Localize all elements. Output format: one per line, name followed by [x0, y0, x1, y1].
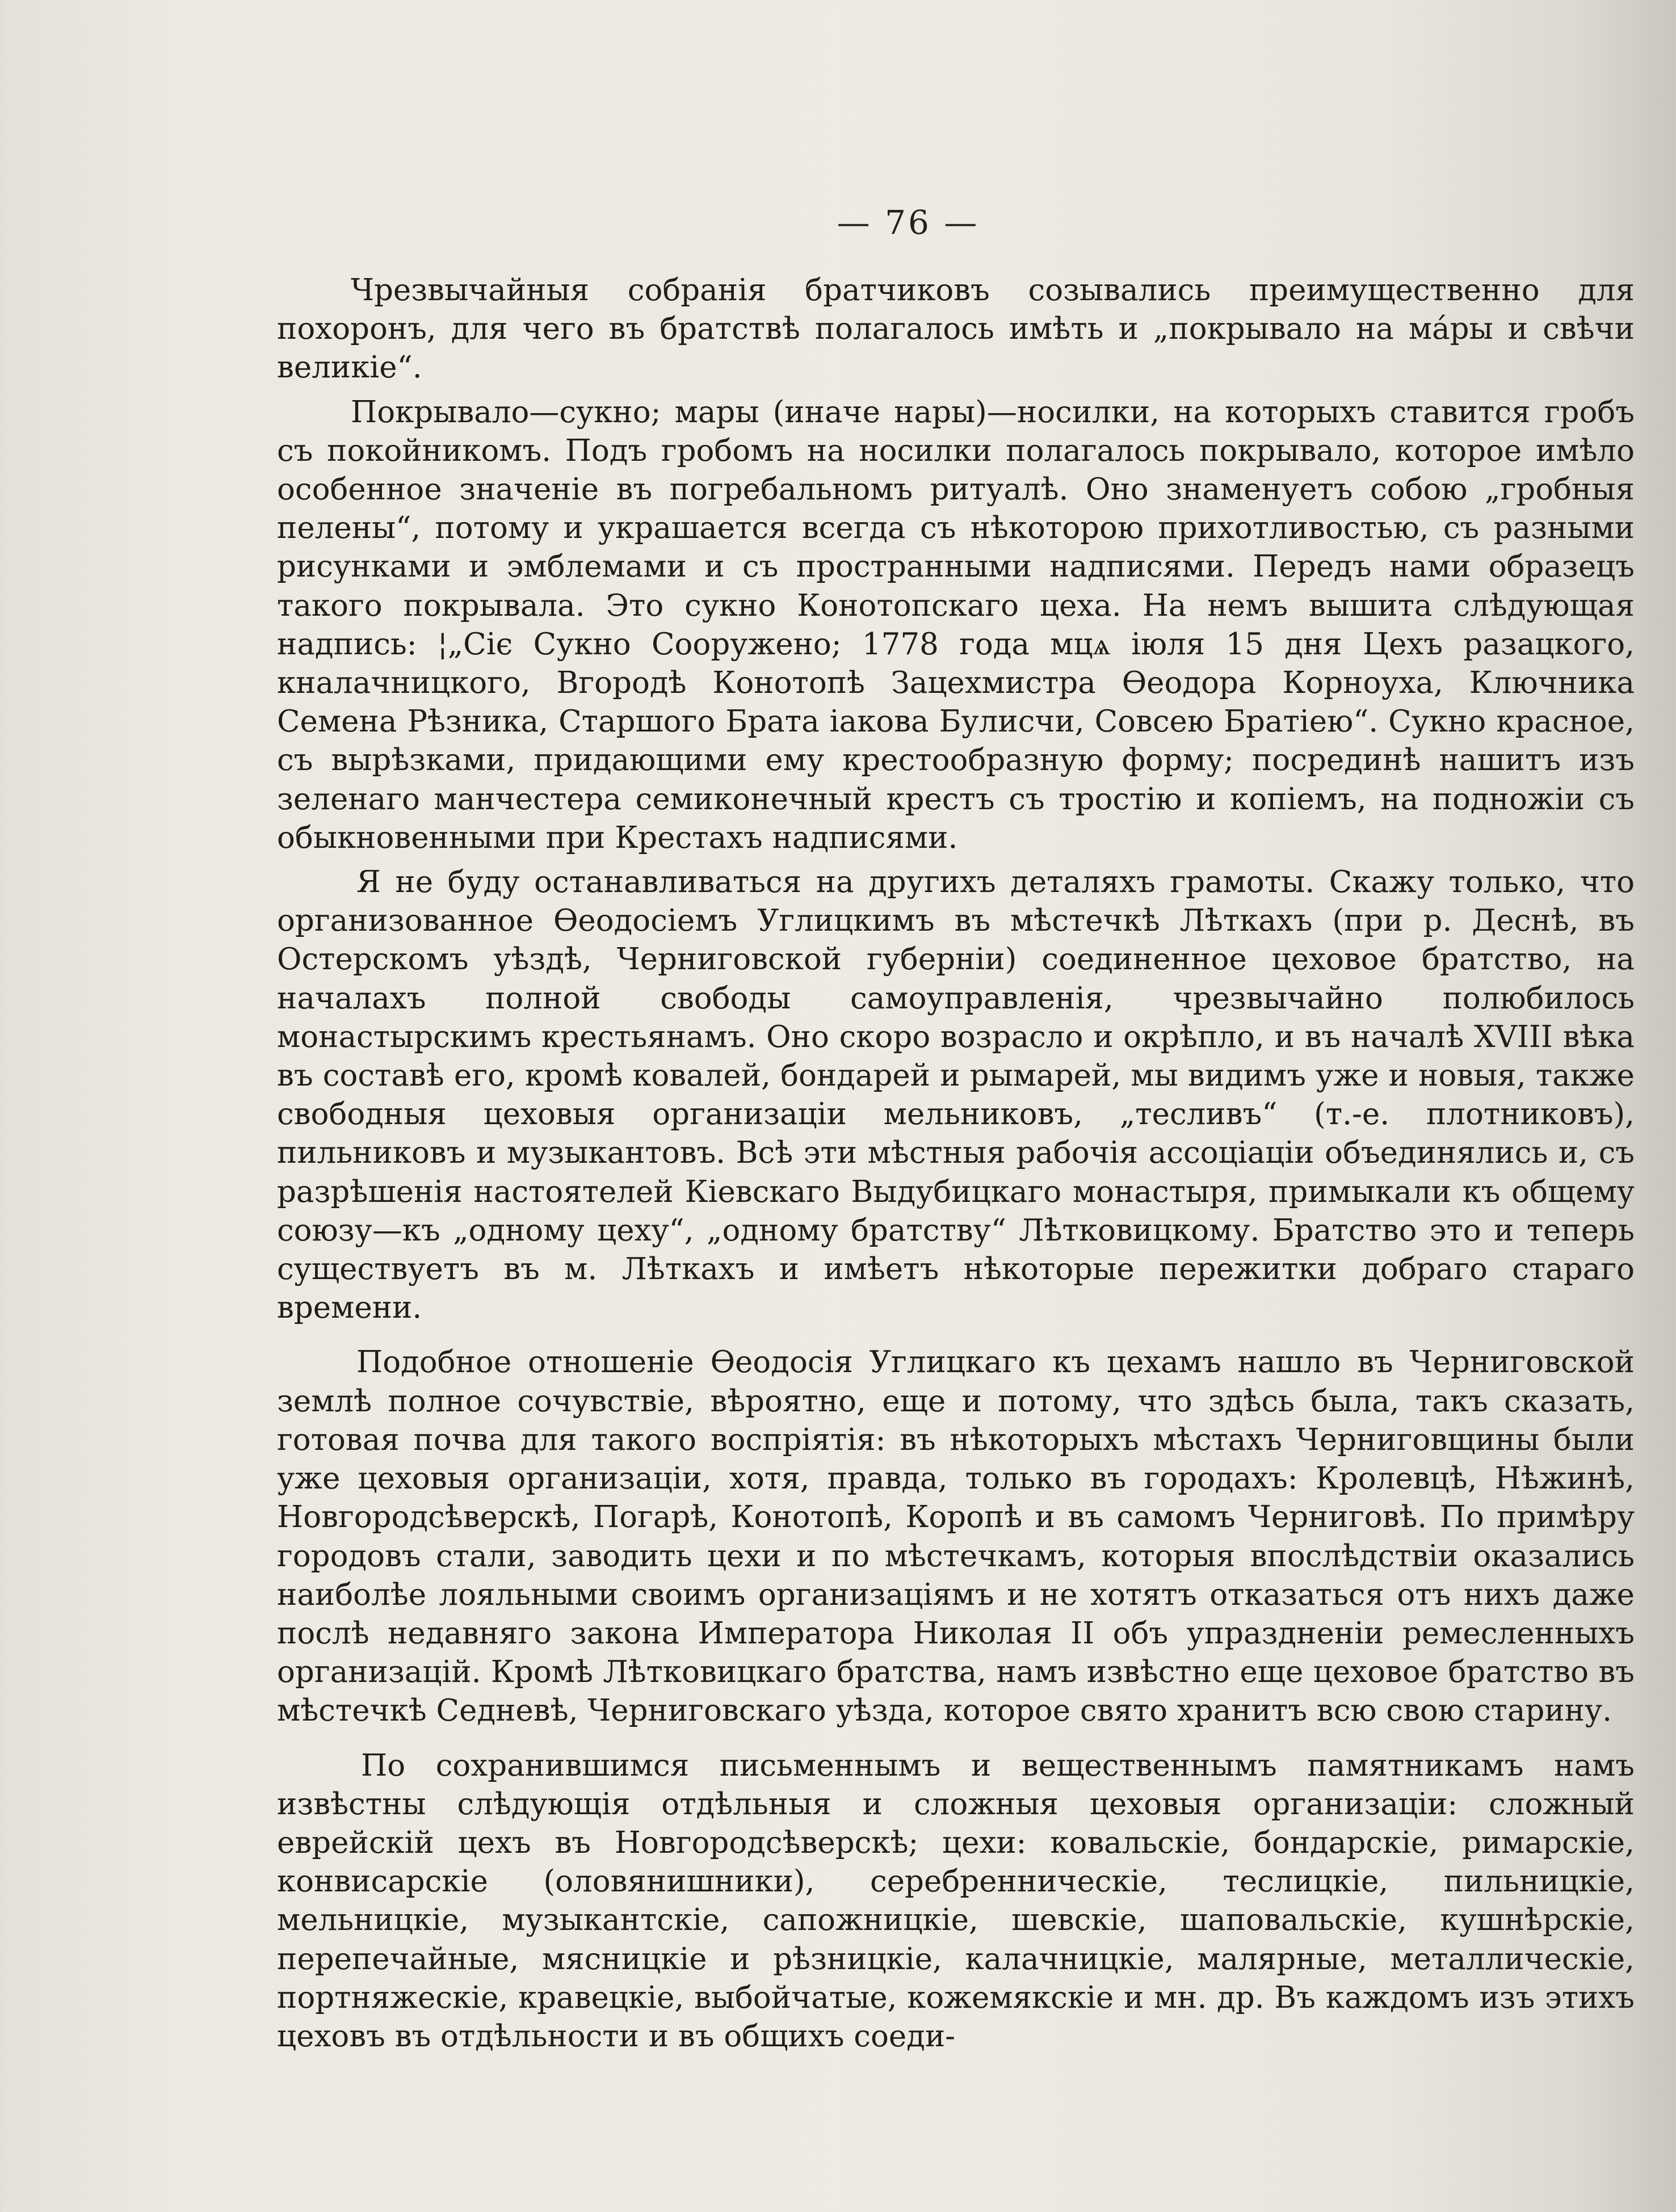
paragraph-2: Покрывало—сукно; мары (иначе нары)—носилки, на которыхъ ставится гробъ съ покойникомъ. Подъ гробомъ на носилки полагалось покрывало, которое имѣло особенное значеніе въ погребальномъ ритуалѣ. Оно знаменуетъ собою „гробныя пелены“, потому и украшается всегда съ нѣкоторою прихотливостью, съ разными рисунками и эмблемами и съ пространными надписями. Передъ нами образецъ такого покрывала. Это сукно Конотопскаго цеха. На немъ вышита слѣдующая надпись: ¦„Сіє Сукно Сооружено; 1778 года мцѧ іюля 15 дня Цехъ разацкого, кналачницкого, Вгородѣ Конотопѣ Зацехмистра Өеодора Корноуха, Ключника Семена Рѣзника, Старшого Брата іакова Булисчи, Совсею Братіею“. Сукно красное, съ вырѣзками, придающими ему крестообразную форму; посрединѣ нашитъ изъ зеленаго манчестера семиконечный крестъ съ тростію и копіемъ, на подножіи съ обыкновенными при Крестахъ надписями.	[277, 394, 1635, 855]
body-text	[277, 271, 1635, 2056]
paragraph-5: По сохранившимся письменнымъ и вещественнымъ памятникамъ намъ извѣстны слѣдующія отдѣльныя и сложныя цеховыя организаціи: сложный еврейскій цехъ въ Новгородсѣверскѣ; цехи: ковальскіе, бондарскіе, римарскіе, конвисарскіе (оловянишники), серебренническіе, теслицкіе, пильницкіе, мельницкіе, музыкантскіе, сапожницкіе, шевскіе, шаповальскіе, кушнѣрскіе, перепечайные, мясницкіе и рѣзницкіе, калачницкіе, малярные, металлическіе, портняжескіе, кравецкіе, выбойчатые, кожемякскіе и мн. др. Въ каждомъ изъ этихъ цеховъ въ отдѣльности и въ общихъ соеди-	[277, 1748, 1635, 2054]
paragraph-1: Чрезвычайныя собранія братчиковъ созывались преимущественно для похоронъ, для чего въ братствѣ полагалось имѣть и „покрывало на мáры и свѣчи великіе“.	[277, 273, 1635, 385]
page-number: — 76 —	[837, 203, 980, 242]
paragraph-3: Я не буду останавливаться на другихъ деталяхъ грамоты. Скажу только, что организованное Өеодосіемъ Углицкимъ въ мѣстечкѣ Лѣткахъ (при р. Деснѣ, въ Остерскомъ уѣздѣ, Черниговской губерніи) соединенное цеховое братство, на началахъ полной свободы самоуправленія, чрезвычайно полюбилось монастырскимъ крестьянамъ. Оно скоро возрасло и окрѣпло, и въ началѣ XVIII вѣка въ составѣ его, кромѣ ковалей, бондарей и рымарей, мы видимъ уже и новыя, также свободныя цеховыя организаціи мельниковъ, „тесливъ“ (т.-е. плотниковъ), пильниковъ и музыкантовъ. Всѣ эти мѣстныя рабочія ассоціаціи объединялись и, съ разрѣшенія настоятелей Кіевскаго Выдубицкаго монастыря, примыкали къ общему союзу—къ „одному цеху“, „одному братству“ Лѣтковицкому. Братство это и теперь существуетъ въ м. Лѣткахъ и имѣетъ нѣкоторые пережитки добраго стараго времени.	[277, 865, 1635, 1326]
paragraph-4: Подобное отношеніе Өеодосія Углицкаго къ цехамъ нашло въ Черниговской землѣ полное сочувствіе, вѣроятно, еще и потому, что здѣсь была, такъ сказать, готовая почва для такого воспріятія: въ нѣкоторыхъ мѣстахъ Черниговщины были уже цеховыя организаціи, хотя, правда, только въ городахъ: Кролевцѣ, Нѣжинѣ, Новгородсѣверскѣ, Погарѣ, Конотопѣ, Коропѣ и въ самомъ Черниговѣ. По примѣру городовъ стали, заводить цехи и по мѣстечкамъ, которыя впослѣдствіи оказались наиболѣе лояльными своимъ организаціямъ и не хотятъ отказаться отъ нихъ даже послѣ недавняго закона Императора Николая II объ упраздненіи ремесленныхъ организацій. Кромѣ Лѣтковицкаго братства, намъ извѣстно еще цеховое братство въ мѣстечкѣ Седневѣ, Черниговскаго уѣзда, которое свято хранитъ всю свою старину.	[277, 1345, 1635, 1729]
